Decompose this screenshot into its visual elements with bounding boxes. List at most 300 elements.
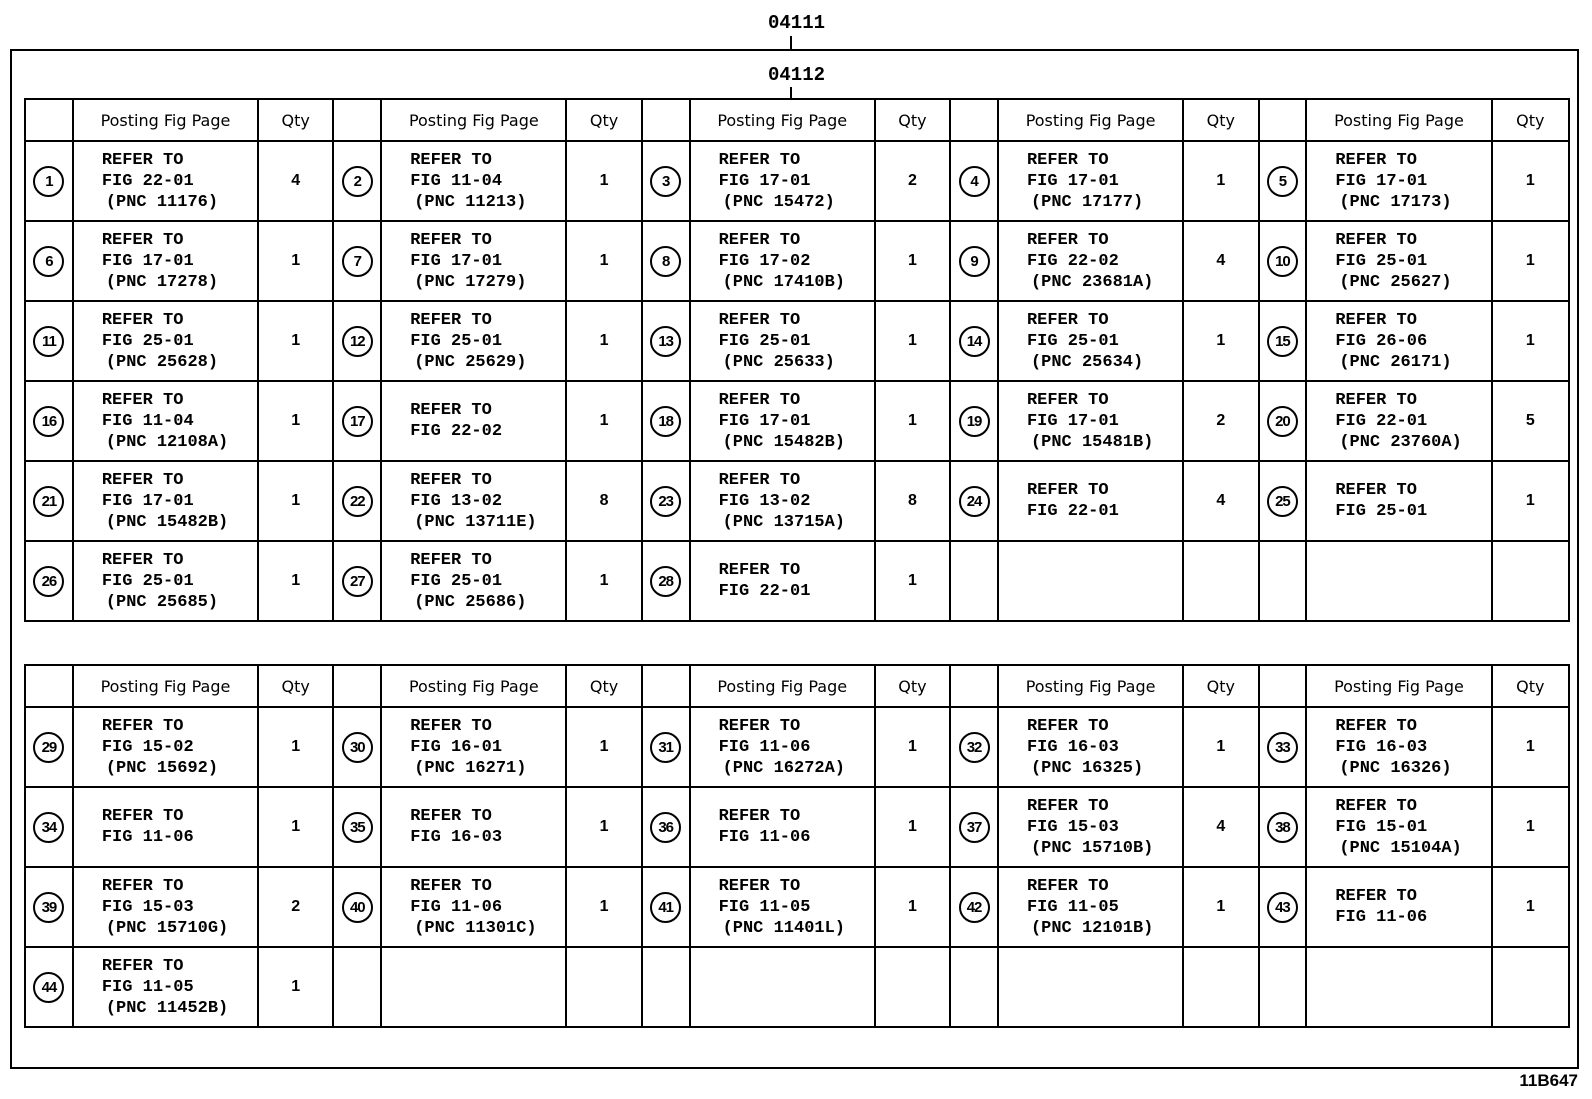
header-qty: Qty — [566, 665, 641, 707]
header-posting-fig-page: Posting Fig Page — [381, 665, 566, 707]
pnc-reference: (PNC 15482B) — [722, 432, 845, 452]
item-number-cell — [25, 381, 73, 461]
item-number-badge: 17 — [342, 406, 373, 437]
header-qty: Qty — [1492, 665, 1569, 707]
pnc-reference: (PNC 17279) — [414, 272, 527, 292]
header-posting-fig-page: Posting Fig Page — [73, 665, 258, 707]
item-number-cell — [642, 787, 690, 867]
item-number-cell — [25, 707, 73, 787]
fig-reference: FIG 15-02 — [101, 737, 194, 757]
header-num-cell — [642, 99, 690, 141]
item-number-badge: 43 — [1267, 892, 1298, 923]
posting-reference-cell — [381, 461, 566, 541]
pnc-reference: (PNC 11213) — [414, 192, 527, 212]
pnc-reference: (PNC 15692) — [105, 758, 219, 778]
quantity-cell: 1 — [566, 301, 641, 381]
leader-line-outer — [790, 36, 792, 50]
header-qty: Qty — [258, 665, 333, 707]
refer-to-text: REFER TO — [410, 401, 492, 420]
item-number-badge: 23 — [650, 486, 681, 517]
quantity-cell: 1 — [258, 787, 333, 867]
posting-reference-cell — [381, 141, 566, 221]
quantity-cell: 4 — [1183, 787, 1258, 867]
pnc-reference: (PNC 11301C) — [414, 918, 537, 938]
refer-to-text: REFER TO — [1026, 481, 1109, 500]
item-number-badge: 8 — [650, 246, 681, 277]
fig-reference: FIG 11-06 — [1335, 908, 1428, 927]
refer-to-text: REFER TO — [1335, 887, 1417, 906]
item-number-badge: 40 — [342, 892, 373, 923]
refer-to-text: REFER TO — [718, 561, 801, 580]
item-number-cell — [950, 461, 998, 541]
item-number-badge: 1 — [33, 166, 64, 197]
pnc-reference: (PNC 16271) — [414, 758, 527, 778]
quantity-cell: 1 — [1492, 221, 1569, 301]
quantity-cell — [1183, 541, 1258, 621]
quantity-cell: 1 — [1183, 707, 1258, 787]
posting-reference-cell — [998, 541, 1183, 621]
header-posting-fig-page: Posting Fig Page — [1306, 99, 1491, 141]
item-number-badge: 13 — [650, 326, 681, 357]
fig-reference: FIG 17-02 — [718, 251, 811, 271]
quantity-cell: 1 — [566, 381, 641, 461]
quantity-cell: 1 — [258, 707, 333, 787]
posting-reference-cell — [998, 221, 1183, 301]
quantity-cell — [875, 947, 950, 1027]
table-row — [25, 947, 1569, 1027]
quantity-cell: 1 — [258, 221, 333, 301]
quantity-cell: 1 — [258, 461, 333, 541]
item-number-cell — [642, 707, 690, 787]
posting-reference-cell — [381, 867, 566, 947]
quantity-cell: 1 — [875, 707, 950, 787]
item-number-cell — [333, 867, 381, 947]
header-posting-fig-page: Posting Fig Page — [381, 99, 566, 141]
posting-reference-cell — [73, 461, 258, 541]
item-number-cell — [950, 381, 998, 461]
posting-reference-cell — [690, 221, 875, 301]
refer-to-text: REFER TO — [101, 876, 184, 896]
posting-reference-cell — [1306, 867, 1491, 947]
posting-reference-cell — [381, 381, 566, 461]
refer-to-text: REFER TO — [410, 150, 492, 170]
posting-reference-cell — [73, 141, 258, 221]
item-number-badge: 7 — [342, 246, 373, 277]
item-number-badge: 5 — [1267, 166, 1298, 197]
item-number-badge: 6 — [33, 246, 64, 277]
pnc-reference: (PNC 25685) — [105, 592, 219, 612]
item-number-cell — [950, 707, 998, 787]
quantity-cell: 1 — [875, 541, 950, 621]
posting-reference-cell — [73, 947, 258, 1027]
posting-reference-cell — [73, 541, 258, 621]
posting-reference-cell — [690, 381, 875, 461]
refer-to-text: REFER TO — [1335, 390, 1417, 410]
fig-reference: FIG 16-03 — [1335, 737, 1428, 757]
fig-reference: FIG 22-02 — [410, 422, 503, 441]
item-number-cell — [25, 947, 73, 1027]
item-number-cell — [25, 301, 73, 381]
refer-to-text: REFER TO — [1335, 716, 1417, 736]
refer-to-text: REFER TO — [1026, 796, 1109, 816]
quantity-cell: 1 — [1492, 461, 1569, 541]
figure-code: 11B647 — [1519, 1071, 1578, 1090]
refer-to-text: REFER TO — [1026, 310, 1109, 330]
quantity-cell — [1492, 947, 1569, 1027]
header-num-cell — [950, 665, 998, 707]
fig-reference: FIG 22-01 — [1026, 502, 1119, 521]
refer-to-text: REFER TO — [410, 807, 492, 826]
pnc-reference: (PNC 17173) — [1339, 192, 1452, 212]
item-number-badge: 39 — [33, 892, 64, 923]
fig-reference: FIG 11-04 — [101, 411, 194, 431]
posting-reference-cell — [690, 461, 875, 541]
fig-reference: FIG 11-06 — [718, 828, 811, 847]
posting-reference-cell — [381, 301, 566, 381]
item-number-cell — [642, 221, 690, 301]
fig-reference: FIG 22-02 — [1026, 251, 1119, 271]
pnc-reference: (PNC 13715A) — [722, 512, 845, 532]
refer-to-text: REFER TO — [410, 550, 492, 570]
item-number-badge: 31 — [650, 732, 681, 763]
item-number-badge: 34 — [33, 812, 64, 843]
posting-reference-cell — [998, 461, 1183, 541]
posting-reference-cell — [381, 947, 566, 1027]
pnc-reference: (PNC 25627) — [1339, 272, 1452, 292]
fig-reference: FIG 25-01 — [1026, 331, 1119, 351]
pnc-reference: (PNC 16326) — [1339, 758, 1452, 778]
posting-reference-cell — [1306, 381, 1491, 461]
header-posting-fig-page: Posting Fig Page — [690, 99, 875, 141]
quantity-cell: 1 — [566, 707, 641, 787]
fig-reference: FIG 17-01 — [410, 251, 503, 271]
pnc-reference: (PNC 26171) — [1339, 352, 1452, 372]
posting-reference-cell — [690, 947, 875, 1027]
item-number-cell — [642, 947, 690, 1027]
header-num-cell — [333, 99, 381, 141]
posting-reference-cell — [1306, 707, 1491, 787]
posting-reference-cell — [381, 707, 566, 787]
assembly-code-inner: 04112 — [768, 64, 826, 86]
pnc-reference: (PNC 15104A) — [1339, 838, 1462, 858]
item-number-cell — [333, 787, 381, 867]
item-number-badge: 30 — [342, 732, 373, 763]
refer-to-text: REFER TO — [1335, 796, 1417, 816]
refer-to-text: REFER TO — [1026, 716, 1109, 736]
pnc-reference: (PNC 25686) — [414, 592, 527, 612]
quantity-cell: 1 — [1183, 867, 1258, 947]
item-number-cell — [333, 301, 381, 381]
item-number-cell — [642, 867, 690, 947]
item-number-badge: 33 — [1267, 732, 1298, 763]
item-number-cell — [333, 541, 381, 621]
posting-reference-cell — [998, 947, 1183, 1027]
posting-reference-cell — [690, 541, 875, 621]
item-number-badge: 10 — [1267, 246, 1298, 277]
refer-to-text: REFER TO — [718, 310, 801, 330]
fig-reference: FIG 11-05 — [718, 897, 811, 917]
quantity-cell: 1 — [258, 301, 333, 381]
item-number-badge: 37 — [959, 812, 990, 843]
item-number-cell — [950, 541, 998, 621]
item-number-badge: 25 — [1267, 486, 1298, 517]
quantity-cell: 1 — [566, 787, 641, 867]
item-number-badge: 32 — [959, 732, 990, 763]
refer-to-text: REFER TO — [1026, 876, 1109, 896]
pnc-reference: (PNC 11176) — [105, 192, 219, 212]
item-number-cell — [642, 301, 690, 381]
pnc-reference: (PNC 11401L) — [722, 918, 845, 938]
quantity-cell: 1 — [875, 787, 950, 867]
item-number-badge: 41 — [650, 892, 681, 923]
item-number-cell — [1259, 461, 1307, 541]
quantity-cell — [1492, 541, 1569, 621]
quantity-cell: 4 — [258, 141, 333, 221]
item-number-badge: 16 — [33, 406, 64, 437]
item-number-cell — [25, 787, 73, 867]
quantity-cell: 1 — [258, 947, 333, 1027]
header-qty: Qty — [875, 99, 950, 141]
refer-to-text: REFER TO — [718, 150, 801, 170]
item-number-badge: 27 — [342, 566, 373, 597]
quantity-cell: 1 — [1492, 867, 1569, 947]
header-qty: Qty — [566, 99, 641, 141]
item-number-cell — [950, 221, 998, 301]
item-number-cell — [1259, 947, 1307, 1027]
item-number-badge: 19 — [959, 406, 990, 437]
refer-to-text: REFER TO — [410, 716, 492, 736]
posting-reference-cell — [690, 787, 875, 867]
posting-reference-cell — [998, 381, 1183, 461]
item-number-cell — [1259, 707, 1307, 787]
table-row — [25, 707, 1569, 787]
fig-reference: FIG 26-06 — [1335, 331, 1428, 351]
item-number-badge: 24 — [959, 486, 990, 517]
refer-to-text: REFER TO — [1335, 230, 1417, 250]
item-number-badge: 44 — [33, 972, 64, 1003]
quantity-cell: 1 — [875, 221, 950, 301]
pnc-reference: (PNC 15710G) — [105, 918, 229, 938]
quantity-cell: 1 — [1183, 301, 1258, 381]
refer-to-text: REFER TO — [718, 470, 801, 490]
item-number-cell — [950, 141, 998, 221]
pnc-reference: (PNC 25629) — [414, 352, 527, 372]
pnc-reference: (PNC 15481B) — [1030, 432, 1154, 452]
item-number-badge: 28 — [650, 566, 681, 597]
pnc-reference: (PNC 11452B) — [105, 998, 229, 1018]
pnc-reference: (PNC 17278) — [105, 272, 219, 292]
posting-reference-cell — [1306, 947, 1491, 1027]
item-number-cell — [333, 947, 381, 1027]
item-number-badge: 14 — [959, 326, 990, 357]
item-number-cell — [25, 461, 73, 541]
item-number-badge: 21 — [33, 486, 64, 517]
fig-reference: FIG 22-01 — [718, 582, 811, 601]
fig-reference: FIG 17-01 — [101, 491, 194, 511]
table-row — [25, 867, 1569, 947]
item-number-cell — [642, 541, 690, 621]
pnc-reference: (PNC 16325) — [1030, 758, 1144, 778]
table-row — [25, 461, 1569, 541]
fig-reference: FIG 25-01 — [718, 331, 811, 351]
posting-reference-cell — [1306, 541, 1491, 621]
quantity-cell: 1 — [875, 301, 950, 381]
table-header-row — [25, 665, 1569, 707]
posting-reference-cell — [381, 541, 566, 621]
refer-to-text: REFER TO — [410, 230, 492, 250]
posting-reference-cell — [73, 301, 258, 381]
item-number-badge: 3 — [650, 166, 681, 197]
item-number-cell — [333, 381, 381, 461]
item-number-badge: 29 — [33, 732, 64, 763]
item-number-badge: 12 — [342, 326, 373, 357]
refer-to-text: REFER TO — [718, 230, 801, 250]
quantity-cell: 1 — [566, 541, 641, 621]
fig-reference: FIG 16-01 — [410, 737, 503, 757]
table-row — [25, 301, 1569, 381]
header-qty: Qty — [875, 665, 950, 707]
refer-to-text: REFER TO — [101, 470, 184, 490]
fig-reference: FIG 17-01 — [1026, 171, 1119, 191]
posting-reference-cell — [998, 707, 1183, 787]
item-number-cell — [25, 867, 73, 947]
header-num-cell — [1259, 665, 1307, 707]
item-number-cell — [950, 947, 998, 1027]
item-number-cell — [1259, 301, 1307, 381]
refer-to-text: REFER TO — [101, 390, 184, 410]
item-number-cell — [333, 141, 381, 221]
refer-to-text: REFER TO — [410, 470, 492, 490]
posting-reference-cell — [1306, 787, 1491, 867]
refer-to-text: REFER TO — [101, 230, 184, 250]
reference-table-1 — [24, 98, 1570, 622]
pnc-reference: (PNC 15472) — [722, 192, 835, 212]
refer-to-text: REFER TO — [410, 876, 492, 896]
refer-to-text: REFER TO — [101, 150, 184, 170]
refer-to-text: REFER TO — [101, 956, 184, 976]
quantity-cell: 1 — [566, 141, 641, 221]
item-number-badge: 36 — [650, 812, 681, 843]
quantity-cell: 5 — [1492, 381, 1569, 461]
header-qty: Qty — [1183, 665, 1258, 707]
quantity-cell: 1 — [1183, 141, 1258, 221]
posting-reference-cell — [381, 221, 566, 301]
item-number-cell — [1259, 787, 1307, 867]
pnc-reference: (PNC 15482B) — [105, 512, 229, 532]
posting-reference-cell — [998, 301, 1183, 381]
posting-reference-cell — [998, 867, 1183, 947]
posting-reference-cell — [381, 787, 566, 867]
quantity-cell: 1 — [875, 381, 950, 461]
posting-reference-cell — [690, 867, 875, 947]
quantity-cell: 1 — [1492, 707, 1569, 787]
item-number-cell — [25, 221, 73, 301]
item-number-cell — [1259, 381, 1307, 461]
quantity-cell: 4 — [1183, 461, 1258, 541]
pnc-reference: (PNC 17177) — [1030, 192, 1144, 212]
fig-reference: FIG 25-01 — [101, 571, 194, 591]
refer-to-text: REFER TO — [718, 716, 801, 736]
pnc-reference: (PNC 13711E) — [414, 512, 537, 532]
fig-reference: FIG 15-03 — [101, 897, 194, 917]
fig-reference: FIG 22-01 — [1335, 411, 1428, 431]
quantity-cell: 2 — [258, 867, 333, 947]
table-row — [25, 787, 1569, 867]
pnc-reference: (PNC 25634) — [1030, 352, 1144, 372]
refer-to-text: REFER TO — [101, 550, 184, 570]
posting-reference-cell — [73, 707, 258, 787]
posting-reference-cell — [690, 141, 875, 221]
quantity-cell: 1 — [258, 381, 333, 461]
header-num-cell — [950, 99, 998, 141]
pnc-reference: (PNC 15710B) — [1030, 838, 1154, 858]
header-posting-fig-page: Posting Fig Page — [998, 665, 1183, 707]
fig-reference: FIG 17-01 — [718, 171, 811, 191]
item-number-badge: 4 — [959, 166, 990, 197]
posting-reference-cell — [690, 707, 875, 787]
fig-reference: FIG 17-01 — [1335, 171, 1428, 191]
fig-reference: FIG 11-05 — [101, 977, 194, 997]
quantity-cell: 1 — [1492, 787, 1569, 867]
quantity-cell: 8 — [875, 461, 950, 541]
refer-to-text: REFER TO — [101, 310, 184, 330]
header-posting-fig-page: Posting Fig Page — [1306, 665, 1491, 707]
header-num-cell — [1259, 99, 1307, 141]
table-row — [25, 381, 1569, 461]
fig-reference: FIG 15-03 — [1026, 817, 1119, 837]
item-number-cell — [1259, 141, 1307, 221]
pnc-reference: (PNC 23681A) — [1030, 272, 1154, 292]
fig-reference: FIG 13-02 — [718, 491, 811, 511]
table-row — [25, 541, 1569, 621]
table-row — [25, 221, 1569, 301]
item-number-cell — [950, 301, 998, 381]
quantity-cell — [566, 947, 641, 1027]
item-number-cell — [642, 461, 690, 541]
refer-to-text: REFER TO — [718, 390, 801, 410]
refer-to-text: REFER TO — [1026, 230, 1109, 250]
item-number-cell — [333, 461, 381, 541]
fig-reference: FIG 25-01 — [101, 331, 194, 351]
posting-reference-cell — [1306, 221, 1491, 301]
posting-reference-cell — [1306, 461, 1491, 541]
header-posting-fig-page: Posting Fig Page — [73, 99, 258, 141]
fig-reference: FIG 16-03 — [410, 828, 503, 847]
fig-reference: FIG 17-01 — [718, 411, 811, 431]
quantity-cell: 1 — [258, 541, 333, 621]
header-posting-fig-page: Posting Fig Page — [998, 99, 1183, 141]
fig-reference: FIG 11-04 — [410, 171, 503, 191]
item-number-cell — [25, 541, 73, 621]
fig-reference: FIG 25-01 — [1335, 251, 1428, 271]
item-number-cell — [333, 707, 381, 787]
posting-reference-cell — [73, 221, 258, 301]
fig-reference: FIG 17-01 — [1026, 411, 1119, 431]
assembly-code-outer: 04111 — [768, 12, 826, 34]
posting-reference-cell — [73, 381, 258, 461]
reference-table-2 — [24, 664, 1570, 1028]
pnc-reference: (PNC 12108A) — [105, 432, 229, 452]
header-num-cell — [25, 665, 73, 707]
header-num-cell — [642, 665, 690, 707]
refer-to-text: REFER TO — [1335, 481, 1417, 500]
item-number-cell — [642, 381, 690, 461]
posting-reference-cell — [690, 301, 875, 381]
fig-reference: FIG 25-01 — [410, 571, 503, 591]
item-number-badge: 11 — [33, 326, 64, 357]
header-posting-fig-page: Posting Fig Page — [690, 665, 875, 707]
posting-reference-cell — [73, 867, 258, 947]
